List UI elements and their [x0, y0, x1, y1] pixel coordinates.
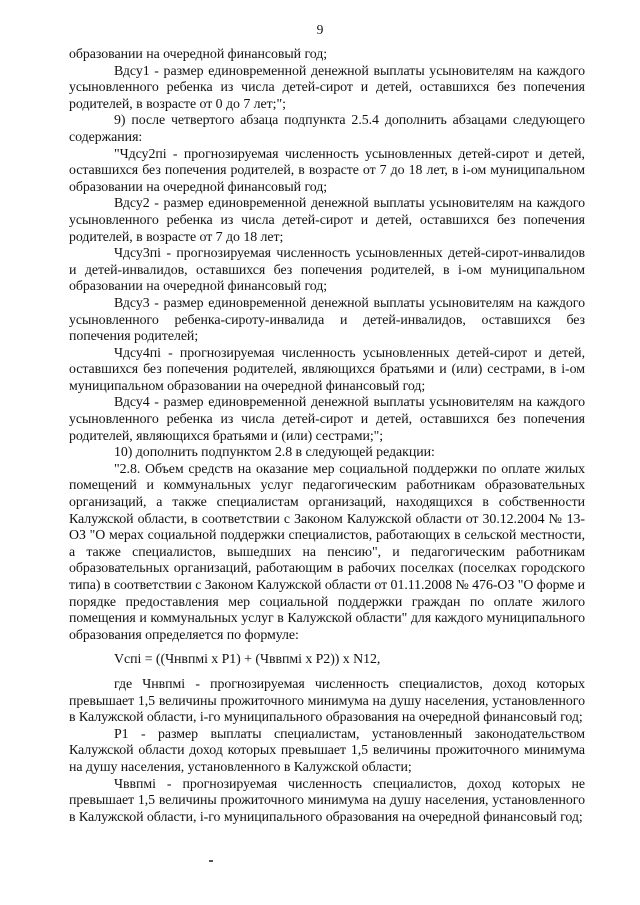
- paragraph-chdsu2: "Чдсу2пі - прогнозируемая численность усыновленных детей-сирот и детей, оставшихся без попечения родителей, в возрасте от 7 до 18 лет, в і-ом муниципальном образовании на очередной финансовый год;: [69, 146, 585, 195]
- paragraph-item-9: 9) после четвертого абзаца подпункта 2.5.4 дополнить абзацами следующего содержания:: [69, 113, 585, 145]
- scan-speck: [209, 860, 213, 862]
- paragraph-chdsu3: Чдсу3пі - прогнозируемая численность усыновленных детей-сирот-инвалидов и детей-инвалидов, оставшихся без попечения родителей, в і-ом муниципальном образовании на очередной финансовый год;: [69, 246, 585, 295]
- paragraph-vdsu1: Вдсу1 - размер единовременной денежной выплаты усыновителям на каждого усыновленного ребенка из числа детей-сирот и детей, оставшихся без попечения родителей, в возрасте от 0 до 7 лет;";: [69, 63, 585, 112]
- document-body: [69, 47, 585, 826]
- paragraph-continuation: образовании на очередной финансовый год;: [69, 47, 328, 62]
- paragraph-vdsu4: Вдсу4 - размер единовременной денежной выплаты усыновителям на каждого усыновленного ребенка из числа детей-сирот и детей, оставшихся без попечения родителей, являющихся братьями и (или) сестрами;";: [69, 395, 585, 444]
- formula: Vcпі = ((Чнвпмі x P1) + (Чввпмі x P2)) x N12,: [114, 652, 381, 668]
- paragraph-chnvpmi: где Чнвпмі - прогнозируемая численность специалистов, доход которых превышает 1,5 величины прожиточного минимума на душу населения, установленного в Калужской области, і-го муниципального образования на очередной финансовый год;: [69, 676, 585, 726]
- paragraph-chdsu4: Чдсу4пі - прогнозируемая численность усыновленных детей-сирот и детей, оставшихся без попечения родителей, являющихся братьями и (или) сестрами, в і-ом муниципальном образовании на очередной финансовый год;: [69, 345, 585, 394]
- page-number: 9: [316, 22, 324, 37]
- paragraph-subitem-2-8: "2.8. Объем средств на оказание мер социальной поддержки по оплате жилых помещений и коммунальных услуг педагогическим работникам образовательных организаций, а также специалистам организаций, находящихся в собственности Калужской области, в соответствии с Законом Калужской области от 30.12.2004 № 13-ОЗ "О мерах социальной поддержки специалистов, работающих в сельской местности, а также специалистов, вышедших на пенсию", и педагогическим работникам образовательных организаций, работающим в рабочих поселках (поселках городского типа) в соответствии с Законом Калужской области от 01.11.2008 № 476-ОЗ "О форме и порядке предоставления мер социальной поддержки граждан по оплате жилого помещения и коммунальных услуг в Калужской области" для каждого муниципального образования определяется по формуле:: [69, 461, 585, 643]
- paragraph-p1: P1 - размер выплаты специалистам, установленный законодательством Калужской области доход которых превышает 1,5 величины прожиточного минимума на душу населения, установленного в Калужской области;: [69, 726, 585, 775]
- paragraph-vdsu2: Вдсу2 - размер единовременной денежной выплаты усыновителям на каждого усыновленного ребенка из числа детей-сирот и детей, оставшихся без попечения родителей, в возрасте от 7 до 18 лет;: [69, 196, 585, 245]
- paragraph-item-10: 10) дополнить подпунктом 2.8 в следующей редакции:: [114, 445, 435, 461]
- paragraph-vdsu3: Вдсу3 - размер единовременной денежной выплаты усыновителям на каждого усыновленного ребенка-сироту-инвалида и детей-инвалидов, оставшихся без попечения родителей;: [69, 295, 585, 345]
- paragraph-chvvpmi: Чввпмі - прогнозируемая численность специалистов, доход которых не превышает 1,5 величины прожиточного минимума на душу населения, установленного в Калужской области, і-го муниципального образования на очередной финансовый год;: [69, 776, 585, 825]
